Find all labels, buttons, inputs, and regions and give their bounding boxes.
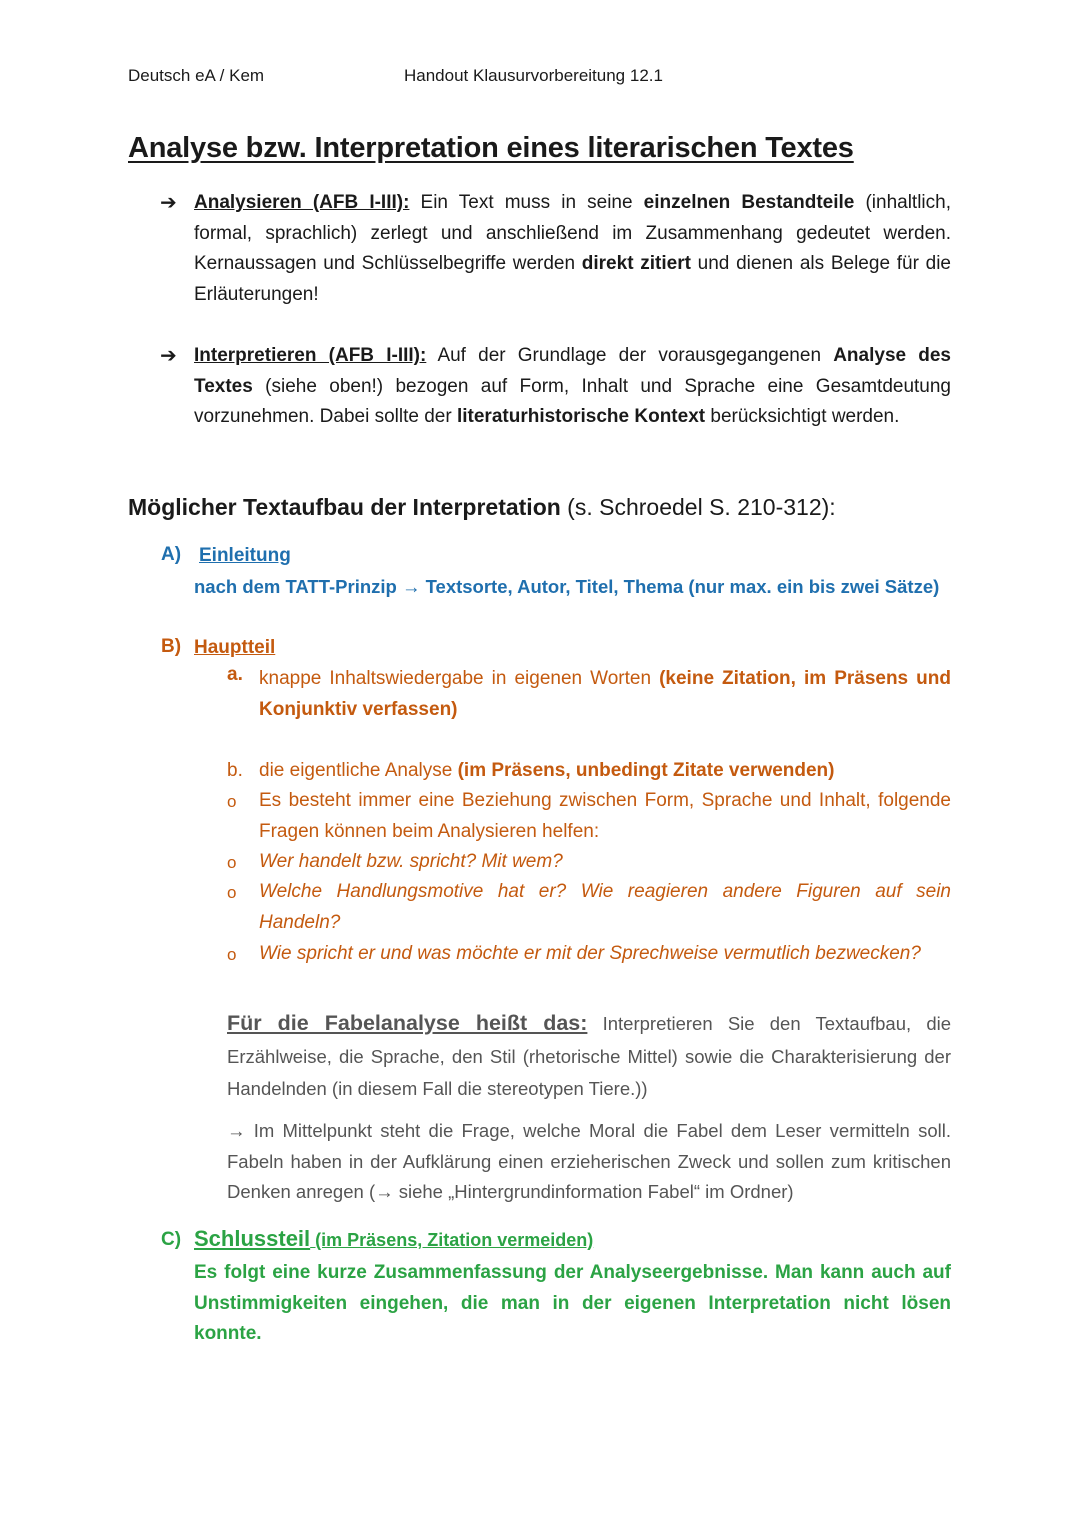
label-a: A) [161, 544, 182, 565]
schlussteil-text: Es folgt eine kurze Zusammenfassung der Analyseergebnisse. Man kann auch auf Unstimmigkeiten eingehen, die man in der eigenen Interpretation nicht lösen konnte. [194, 1262, 951, 1344]
term-interpretieren: Interpretieren (AFB I-III): [194, 345, 427, 366]
einleitung-title: Einleitung [199, 545, 291, 566]
arrow-right-icon: ➔ [160, 192, 177, 214]
item-b-bold: (im Präsens, unbedingt Zitate verwenden) [457, 760, 835, 781]
bullet-4: Wie spricht er und was möchte er mit der Sprechweise vermutlich bezwecken? [259, 943, 921, 964]
intro-interpretieren [194, 341, 951, 433]
fabel-note [227, 1008, 951, 1106]
interpretieren-bold-2: literaturhistorische Kontext [456, 406, 706, 427]
bullet-icon: o [227, 945, 237, 964]
interpretieren-text-1: Auf der Grundlage der vorausgegangenen [426, 345, 834, 366]
interpretieren-text-2: (siehe oben!) bezogen auf Form, Inhalt und Sprache eine Gesamtdeutung vorzunehmen. Dabei sollte der [194, 375, 951, 427]
intro-analysieren [194, 188, 951, 310]
bullet-icon: o [227, 853, 237, 872]
interpretieren-bold-1: Analyse des Textes [194, 345, 951, 397]
label-b: B) [161, 636, 182, 657]
bullet-2: Wer handelt bzw. spricht? Mit wem? [259, 851, 563, 872]
section-heading-ref: (s. Schroedel S. 210-312): [560, 494, 836, 520]
analysieren-text-2: (inhaltlich, formal, sprachlich) zerlegt und anschließend im Zusammenhang gedeutet werden. Kernaussagen und Schlüsselbegriffe werden [194, 192, 951, 274]
header-course: Deutsch eA / Kem [128, 66, 265, 85]
bullet-icon: o [227, 792, 237, 811]
item-b-plain: die eigentliche Analyse [259, 760, 458, 781]
bullet-3: Welche Handlungsmotive hat er? Wie reagieren andere Figuren auf sein Handeln? [259, 881, 951, 933]
item-b-text [259, 756, 835, 787]
interpretieren-text-3: berücksichtigt werden. [705, 406, 900, 427]
label-c: C) [161, 1229, 182, 1250]
analysieren-bold-2: direkt zitiert [581, 253, 691, 274]
item-a-text [259, 664, 951, 725]
moral-note: → Im Mittelpunkt steht die Frage, welche Moral die Fabel dem Leser vermitteln soll. Fabeln haben in der Aufklärung einen erzieherischen Zweck und sollen zum kritischen Denken anregen (→ siehe „Hintergrundinformation Fabel“ im Ordner) [227, 1120, 951, 1202]
analysieren-text-1: Ein Text muss in seine [409, 192, 644, 213]
header-handout-title: Handout Klausurvorbereitung 12.1 [404, 66, 663, 85]
hauptteil-title: Hauptteil [194, 637, 276, 658]
analysieren-text-3: und dienen als Belege für die Erläuterungen! [194, 253, 951, 305]
section-heading [128, 494, 836, 521]
bullet-icon: o [227, 883, 237, 902]
item-b-label: b. [227, 760, 243, 781]
fabel-lead: Für die Fabelanalyse heißt das: [227, 1011, 588, 1035]
einleitung-text: nach dem TATT-Prinzip → Textsorte, Autor, Titel, Thema (nur max. ein bis zwei Sätze) [194, 576, 940, 597]
item-a-plain: knappe Inhaltswiedergabe in eigenen Worten [259, 668, 660, 689]
item-a-bold: (keine Zitation, im Präsens und Konjunktiv verfassen) [259, 668, 951, 720]
schlussteil-title: Schlussteil [194, 1226, 311, 1251]
section-heading-main: Möglicher Textaufbau der Interpretation [128, 494, 561, 520]
bullet-1: Es besteht immer eine Beziehung zwischen Form, Sprache und Inhalt, folgende Fragen können beim Analysieren helfen: [259, 790, 951, 842]
item-a-label: a. [227, 664, 243, 685]
schlussteil-note: (im Präsens, Zitation vermeiden) [310, 1230, 594, 1250]
analysieren-bold-1: einzelnen Bestandteile [643, 192, 855, 213]
arrow-right-icon: ➔ [160, 345, 177, 367]
fabel-text: Interpretieren Sie den Textaufbau, die Erzählweise, die Sprache, den Stil (rhetorische Mittel) sowie die Charakterisierung der Handelnden (in diesem Fall die stereotypen Tiere.)) [227, 1013, 952, 1099]
term-analysieren: Analysieren (AFB I-III): [194, 192, 410, 213]
page-title: Analyse bzw. Interpretation eines literarischen Textes [128, 132, 854, 164]
schlussteil-heading [194, 1224, 593, 1257]
